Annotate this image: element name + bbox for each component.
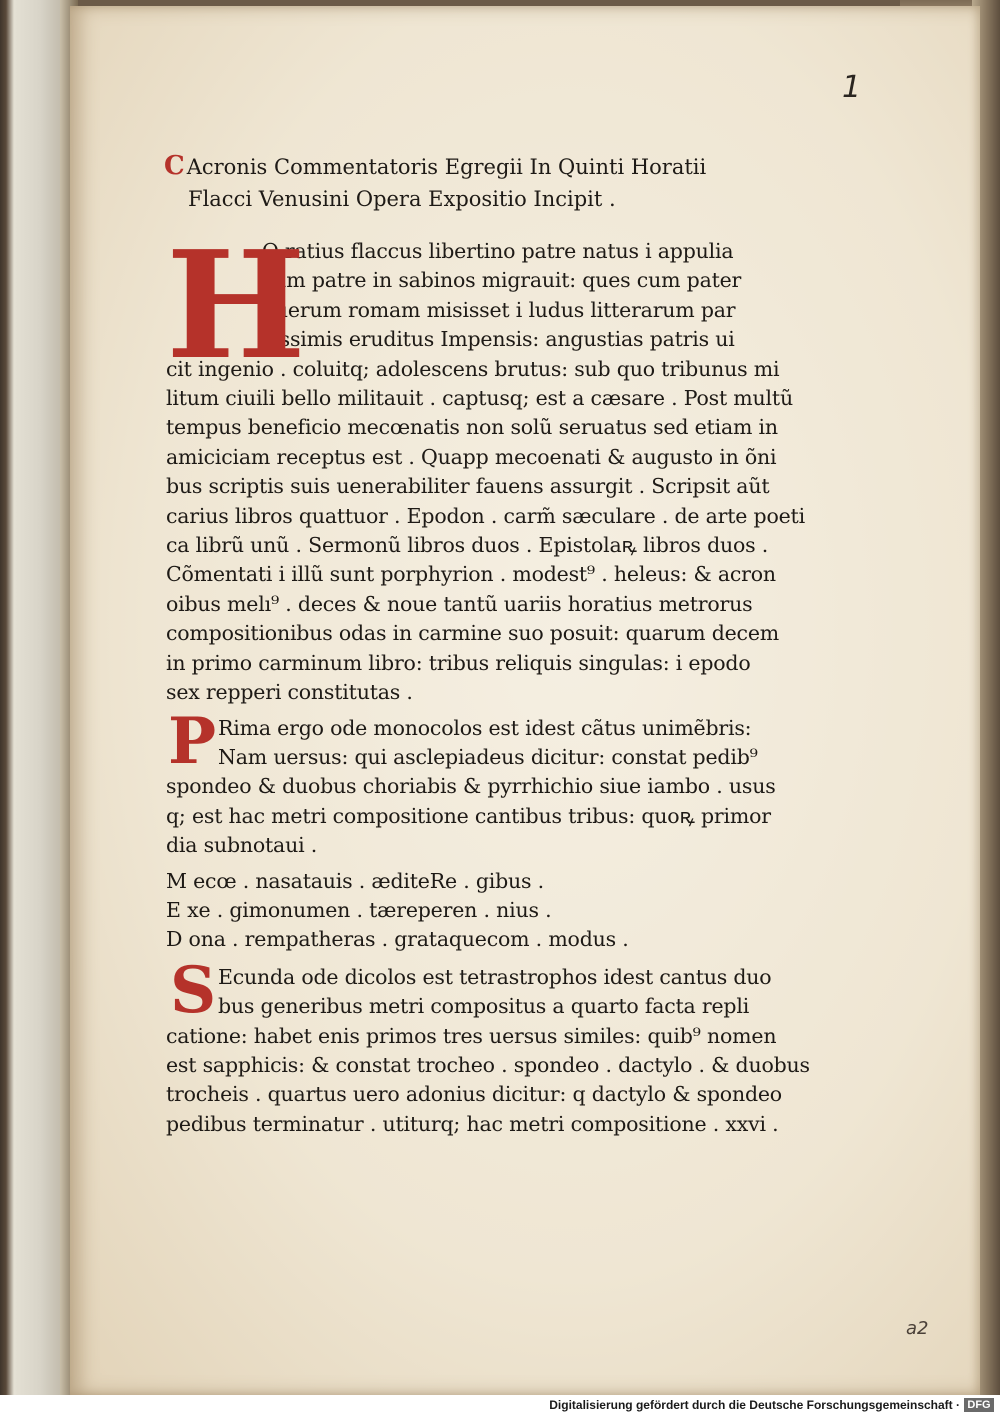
section-2 — [166, 703, 966, 861]
text-line: sex repperi constitutas . — [166, 680, 413, 705]
text-line: Ecunda ode dicolos est tetrastrophos idest cantus duo — [218, 964, 772, 989]
text-line: amiciciam receptus est . Quapp mecoenati & augusto in õni — [166, 444, 777, 469]
text-line: oibus melı⁹ . deces & noue tantũ uariis horatius metrorus — [166, 591, 753, 616]
text-line: bus scriptis suis uenerabiliter fauens assurgit . Scripsit aũt — [166, 474, 770, 499]
text-line: est sapphicis: & constat trocheo . spondeo . dactylo . & duobus — [166, 1052, 810, 1077]
text-line: cissimis eruditus Impensis: angustias patris ui — [262, 327, 735, 352]
title-text-1: Acronis Commentatoris Egregii In Quinti Horatii — [186, 155, 707, 179]
text-line: Cõmentati i illũ sunt porphyrion . modest⁹ . heleus: & acron — [166, 562, 776, 587]
text-block — [166, 150, 966, 1139]
text-line: tempus beneficio mecœnatis non solũ seruatus sed etiam in — [166, 415, 778, 440]
dfg-logo-icon: DFG — [964, 1398, 994, 1412]
text-line: O ratius flaccus libertino patre natus i appulia — [262, 239, 734, 263]
drop-initial-s: S — [170, 952, 217, 1028]
folio-number: 1 — [842, 70, 862, 105]
signature-mark: a2 — [906, 1318, 929, 1339]
verse-line: M ecœ . nasatauis . æditeRe . gibus . — [166, 868, 544, 893]
footer-credit: Digitalisierung gefördert durch die Deutsche Forschungsgemeinschaft · — [549, 1398, 960, 1412]
text-line: spondeo & duobus choriabis & pyrrhichio siue iambo . usus — [166, 774, 776, 799]
text-line: carius libros quattuor . Epodon . carm̃ sæculare . de arte poeti — [166, 503, 805, 528]
drop-initial-p: P — [168, 703, 217, 779]
verse-examples — [166, 867, 966, 955]
text-line: litum ciuili bello militauit . captusq; est a cæsare . Post multũ — [166, 386, 793, 411]
text-line: cum patre in sabinos migrauit: ques cum pater — [262, 268, 742, 293]
section-1 — [166, 218, 966, 708]
text-line: trocheis . quartus uero adonius dicitur: q dactylo & spondeo — [166, 1082, 782, 1107]
rubric-mark: C — [164, 151, 185, 181]
text-line: bus generibus metri compositus a quarto facta repli — [218, 994, 750, 1019]
drop-initial-h: H — [166, 218, 306, 392]
verse-line: D ona . rempatheras . grataquecom . modus . — [166, 927, 629, 952]
text-line: pedibus terminatur . utiturq; hac metri compositione . xxvi . — [166, 1111, 779, 1136]
text-line: q; est hac metri compositione cantibus tribus: quoꝶ primor — [166, 803, 771, 828]
footer-bar — [0, 1395, 1000, 1416]
text-line: cit ingenio . coluitq; adolescens brutus: sub quo tribunus mi — [166, 356, 780, 381]
title-line-1 — [164, 150, 966, 183]
text-line: catione: habet enis primos tres uersus similes: quib⁹ nomen — [166, 1023, 777, 1048]
verse-line: E xe . gimonumen . tæreperen . nius . — [166, 897, 552, 922]
text-line: Nam uersus: qui asclepiadeus dicitur: constat pedib⁹ — [218, 744, 758, 769]
section-3 — [166, 952, 966, 1139]
text-line: Rima ergo ode monocolos est idest cãtus unimẽbris: — [218, 715, 752, 740]
text-line: compositionibus odas in carmine suo posuit: quarum decem — [166, 621, 780, 646]
text-line: puerum romam misisset i ludus litterarum par — [262, 297, 736, 322]
text-line: ca librũ unũ . Sermonũ libros duos . Epistolaꝶ libros duos . — [166, 533, 769, 558]
text-line: in primo carminum libro: tribus reliquis singulas: i epodo — [166, 650, 751, 675]
text-line: dia subnotaui . — [166, 833, 318, 858]
title-line-2: Flacci Venusini Opera Expositio Incipit . — [188, 187, 616, 211]
